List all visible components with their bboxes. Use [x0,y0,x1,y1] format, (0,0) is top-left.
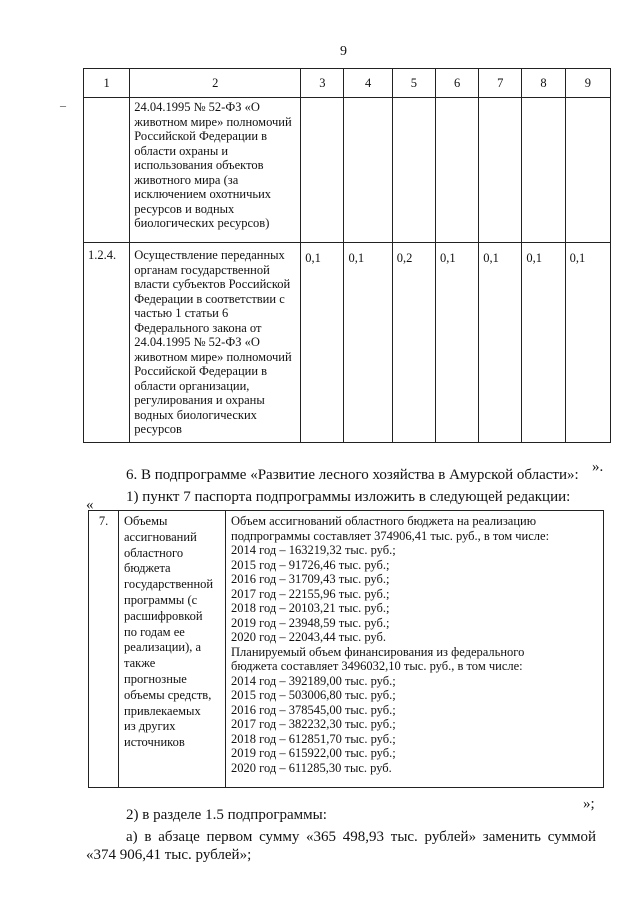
row-content-cell [226,511,604,788]
content-line: подпрограммы составляет 374906,41 тыс. руб., в том числе: [231,528,550,543]
header-cell: 6 [435,69,478,98]
header-cell: 4 [344,69,392,98]
value-cell: 0,1 [479,243,522,443]
value-cell [301,98,344,243]
value-cell: 0,2 [392,243,435,443]
opening-quote: « [86,497,94,513]
indicators-table [83,68,611,443]
value-cell [435,98,478,243]
table-row [84,243,611,443]
passport-table [88,510,604,788]
paragraph-a-line-1: а) в абзаце первом сумму «365 498,93 тыс. рублей» заменить суммой [126,829,596,845]
content-line: 2019 год – 23948,59 тыс. руб.; [231,615,390,630]
header-cell: 5 [392,69,435,98]
content-line: 2020 год – 22043,44 тыс. руб. [231,630,387,644]
closing-quote: »; [583,796,595,812]
table-row [84,98,611,243]
content-line: 2015 год – 503006,80 тыс. руб.; [231,688,396,702]
value-cell: 0,1 [522,243,565,443]
header-cell: 1 [84,69,130,98]
content-line: 2017 год – 22155,96 тыс. руб.; [231,586,390,601]
header-cell: 7 [479,69,522,98]
header-cell: 2 [130,69,301,98]
paragraph-6-1: 1) пункт 7 паспорта подпрограммы изложить в следующей редакции: [126,489,571,505]
row-number-cell: 7. [89,511,119,788]
value-cell [344,98,392,243]
paragraph-6: 6. В подпрограмме «Развитие лесного хозяйства в Амурской области»: [126,467,579,483]
paragraph-a-line-2: «374 906,41 тыс. рублей»; [86,847,252,863]
value-cell [392,98,435,243]
content-line: 2018 год – 612851,70 тыс. руб.; [231,731,396,746]
margin-mark: – [60,98,66,112]
content-line: 2015 год – 91726,46 тыс. руб.; [231,557,390,572]
page-number: 9 [340,44,347,59]
value-cell [479,98,522,243]
content-line: 2014 год – 392189,00 тыс. руб.; [231,673,396,688]
value-cell: 0,1 [344,243,392,443]
paragraph-2: 2) в разделе 1.5 подпрограммы: [126,807,327,823]
value-cell: 0,1 [565,243,610,443]
content-line: 2014 год – 163219,32 тыс. руб.; [231,543,396,557]
table-row [89,511,604,788]
value-cell [565,98,610,243]
content-line: 2016 год – 31709,43 тыс. руб.; [231,572,390,586]
row-description-cell: Осуществление переданных органам государственной власти субъектов Российской Федерации в соответствии с частью 1 статьи 6 Федерального закона от 24.04.1995 № 52-ФЗ «О животном мире» полномочий Российской Федерации в области организации, регулирования и охраны водных биологических ресурсов [130,243,301,443]
content-line: 2018 год – 20103,21 тыс. руб.; [231,601,390,615]
value-cell: 0,1 [301,243,344,443]
header-cell: 3 [301,69,344,98]
value-cell: 0,1 [435,243,478,443]
row-number-cell: 1.2.4. [84,243,130,443]
content-line: Планируемый объем финансирования из федерального [231,644,525,659]
header-cell: 9 [565,69,610,98]
header-cell: 8 [522,69,565,98]
content-line: 2019 год – 615922,00 тыс. руб.; [231,746,396,760]
content-line: Объем ассигнований областного бюджета на реализацию [231,514,537,528]
value-cell [522,98,565,243]
table-header-row [84,69,611,98]
content-line: 2016 год – 378545,00 тыс. руб.; [231,702,396,717]
row-label-cell: Объемы ассигнований областного бюджета государственной программы (с расшифровкой по годам ее реализации), а также прогнозные объемы средств, привлекаемых из других источников [119,511,226,788]
closing-quote: ». [592,459,604,475]
row-description-cell: 24.04.1995 № 52-ФЗ «О животном мире» полномочий Российской Федерации в области охраны и использования объектов животного мира (за исключением охотничьих ресурсов и водных биологических ресурсов) [130,98,301,243]
content-line: 2017 год – 382232,30 тыс. руб.; [231,717,396,731]
content-line: 2020 год – 611285,30 тыс. руб. [231,760,392,775]
content-line: бюджета составляет 3496032,10 тыс. руб., в том числе: [231,659,523,673]
row-number-cell [84,98,130,243]
